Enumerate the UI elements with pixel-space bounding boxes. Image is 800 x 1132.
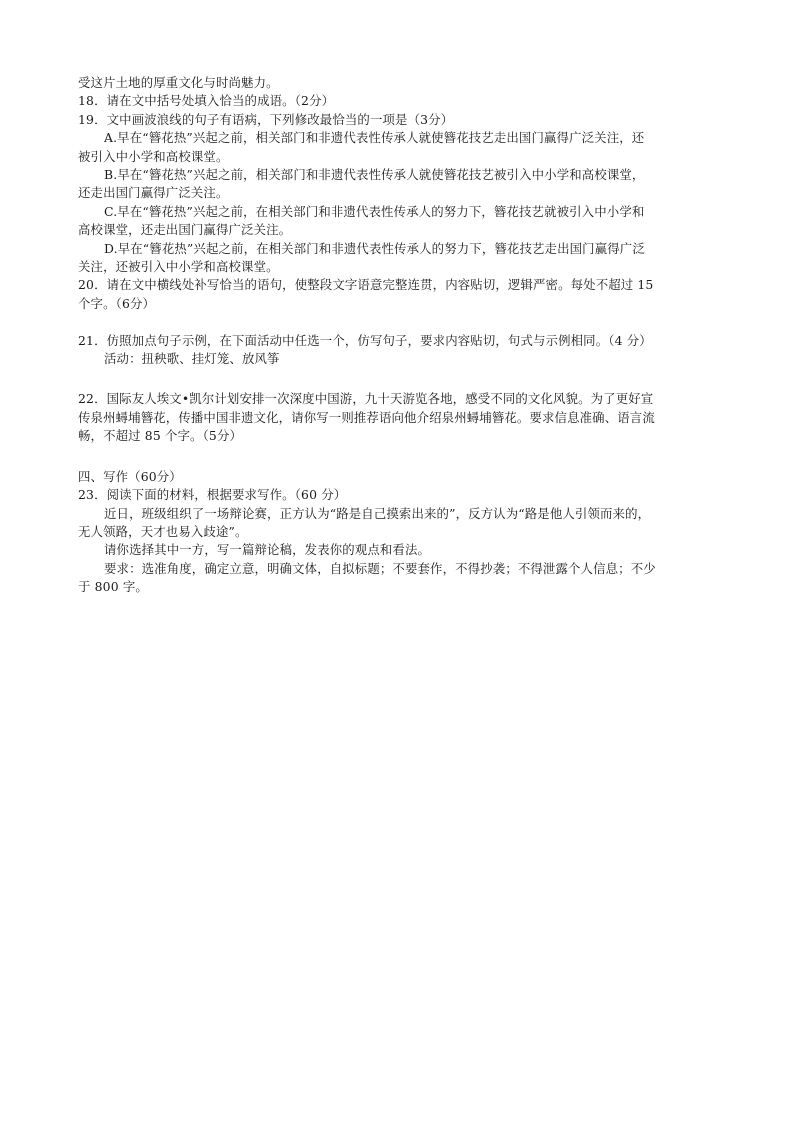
question-22-line-2: 传泉州蟳埔簪花，传播中国非遗文化，请你写一则推荐语向他介绍泉州蟳埔簪花。要求信息准确、语言流 xyxy=(78,409,655,425)
question-21-activities: 活动：扭秧歌、挂灯笼、放风筝 xyxy=(104,351,280,367)
option-b-line-1: B.早在“簪花热”兴起之前，相关部门和非遗代表性传承人就使簪花技艺被引入中小学和高校课堂， xyxy=(104,167,645,183)
question-22-line-1: 22．国际友人埃文•凯尔计划安排一次深度中国游，九十天游览各地，感受不同的文化风貌。为了更好宣 xyxy=(78,391,654,407)
option-c-line-1: C.早在“簪花热”兴起之前，在相关部门和非遗代表性传承人的努力下，簪花技艺就被引入中小学和 xyxy=(104,203,645,219)
option-b-line-2: 还走出国门赢得广泛关注。 xyxy=(78,185,229,201)
question-21-line-1: 21．仿照加点句子示例，在下面活动中任选一个，仿写句子，要求内容贴切，句式与示例相同。（4 分） xyxy=(78,332,652,348)
question-23-instruction: 请你选择其中一方，写一篇辩论稿，发表你的观点和看法。 xyxy=(104,542,431,558)
exam-page xyxy=(78,74,728,597)
question-23-requirement-line-2: 于 800 字。 xyxy=(78,579,148,595)
question-18: 18．请在文中括号处填入恰当的成语。（2分） xyxy=(78,93,335,109)
question-23-material-line-1: 近日，班级组织了一场辩论赛，正方认为“路是自己摸索出来的”，反方认为“路是他人引领而来的， xyxy=(104,505,651,521)
spacer xyxy=(78,446,728,468)
question-23-requirement-line-1: 要求：选准角度，确定立意，明确文体，自拟标题；不要套作，不得抄袭；不得泄露个人信息；不少 xyxy=(104,560,656,576)
question-23-material-line-2: 无人领路，天才也易入歧途”。 xyxy=(78,523,248,539)
question-23-stem: 23．阅读下面的材料，根据要求写作。（60 分） xyxy=(78,487,347,503)
option-a-line-1: A.早在“簪花热”兴起之前，相关部门和非遗代表性传承人就使簪花技艺走出国门赢得广泛关注，还 xyxy=(104,130,645,146)
option-d-line-2: 关注，还被引入中小学和高校课堂。 xyxy=(78,259,279,275)
option-a-line-2: 被引入中小学和高校课堂。 xyxy=(78,148,229,164)
question-19-stem: 19．文中画波浪线的句子有语病，下列修改最恰当的一项是（3分） xyxy=(78,111,454,127)
spacer xyxy=(78,313,728,331)
question-20-line-1: 20．请在文中横线处补写恰当的语句，使整段文字语意完整连贯，内容贴切，逻辑严密。每处不超过 15 xyxy=(78,277,654,293)
question-20-line-2: 个字。（6分） xyxy=(78,295,156,311)
section-heading-writing: 四、写作（60分） xyxy=(78,468,182,484)
question-22-line-3: 畅，不超过 85 个字。（5分） xyxy=(78,428,243,444)
option-c-line-2: 高校课堂，还走出国门赢得广泛关注。 xyxy=(78,222,292,238)
spacer xyxy=(78,368,728,390)
passage-continuation: 受这片土地的厚重文化与时尚魅力。 xyxy=(78,75,279,90)
option-d-line-1: D.早在“簪花热”兴起之前，在相关部门和非遗代表性传承人的努力下，簪花技艺走出国门赢得广泛 xyxy=(104,240,645,256)
